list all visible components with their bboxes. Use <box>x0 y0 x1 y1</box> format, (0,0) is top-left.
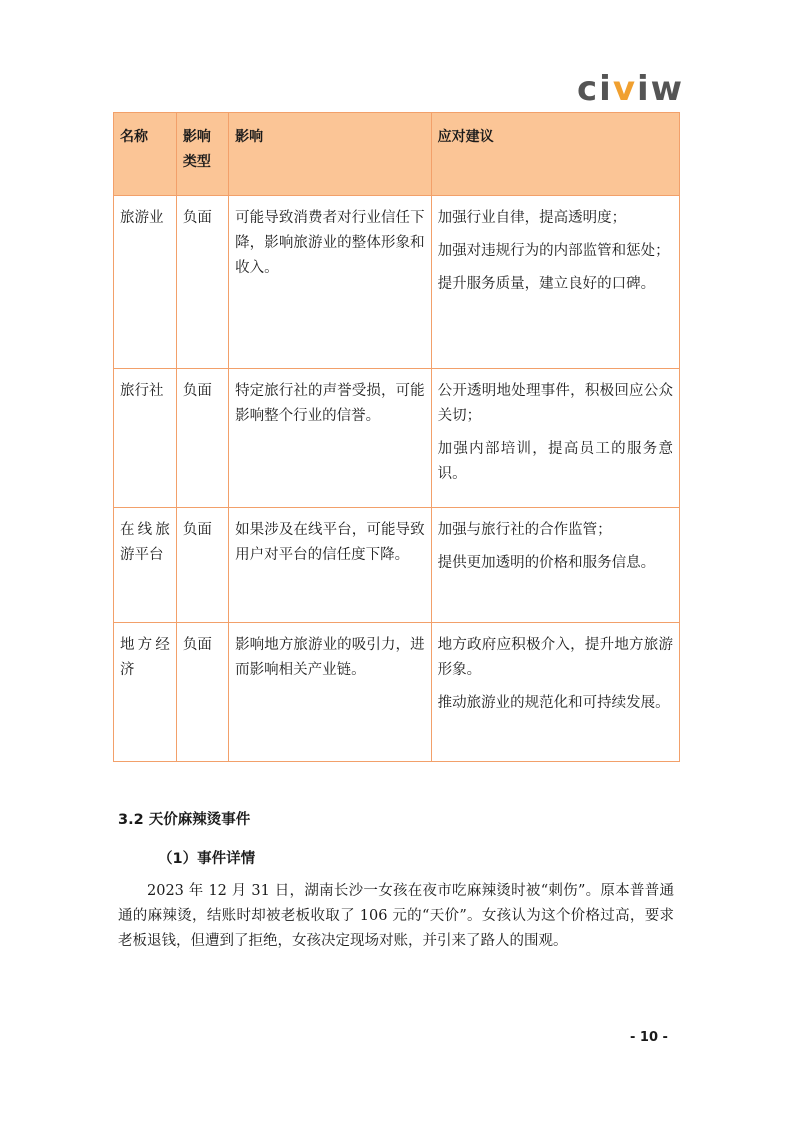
row-suggestions <box>431 623 679 762</box>
table-header-row <box>114 113 680 196</box>
header-impact: 影响 <box>229 113 432 196</box>
table-row <box>114 369 680 508</box>
table-row <box>114 196 680 369</box>
table-row <box>114 508 680 623</box>
suggestion-item: 提供更加透明的价格和服务信息。 <box>437 555 656 571</box>
row-type: 负面 <box>176 508 228 623</box>
suggestion-item: 加强内部培训，提高员工的服务意识。 <box>437 441 673 482</box>
row-impact: 可能导致消费者对行业信任下降，影响旅游业的整体形象和收入。 <box>229 196 432 369</box>
section-heading: 3.2 天价麻辣烫事件 <box>118 812 251 828</box>
civiw-logo: civiw <box>577 69 685 109</box>
header-suggestions: 应对建议 <box>431 113 679 196</box>
row-impact: 影响地方旅游业的吸引力，进而影响相关产业链。 <box>229 623 432 762</box>
row-name: 地方经济 <box>114 623 177 762</box>
row-suggestions <box>431 508 679 623</box>
row-impact: 如果涉及在线平台，可能导致用户对平台的信任度下降。 <box>229 508 432 623</box>
sub-heading: （1）事件详情 <box>158 851 256 867</box>
suggestion-item: 推动旅游业的规范化和可持续发展。 <box>437 695 670 711</box>
page-number: - 10 - <box>630 1030 668 1045</box>
body-paragraph: 2023 年 12 月 31 日，湖南长沙一女孩在夜市吃麻辣烫时被“刺伤”。原本普普通通的麻辣烫，结账时却被老板收取了 106 元的“天价”。女孩认为这个价格过高，要求老板退钱，但遭到了拒绝，女孩决定现场对账，并引来了路人的围观。 <box>118 883 674 949</box>
row-suggestions <box>431 369 679 508</box>
row-name: 在线旅游平台 <box>114 508 177 623</box>
header-impact-type: 影响类型 <box>176 113 228 196</box>
suggestion-item: 加强与旅行社的合作监管； <box>437 522 612 538</box>
suggestion-item: 提升服务质量，建立良好的口碑。 <box>437 276 656 292</box>
suggestion-item: 公开透明地处理事件，积极回应公众关切； <box>437 383 673 424</box>
impact-table <box>113 112 680 762</box>
row-type: 负面 <box>176 369 228 508</box>
suggestion-item: 加强对违规行为的内部监管和惩处； <box>437 243 670 259</box>
table-row <box>114 623 680 762</box>
row-name: 旅行社 <box>114 369 177 508</box>
header-name: 名称 <box>114 113 177 196</box>
row-type: 负面 <box>176 623 228 762</box>
row-type: 负面 <box>176 196 228 369</box>
suggestion-item: 加强行业自律，提高透明度； <box>437 210 627 226</box>
row-name: 旅游业 <box>114 196 177 369</box>
row-impact: 特定旅行社的声誉受损，可能影响整个行业的信誉。 <box>229 369 432 508</box>
suggestion-item: 地方政府应积极介入，提升地方旅游形象。 <box>437 637 673 678</box>
row-suggestions <box>431 196 679 369</box>
